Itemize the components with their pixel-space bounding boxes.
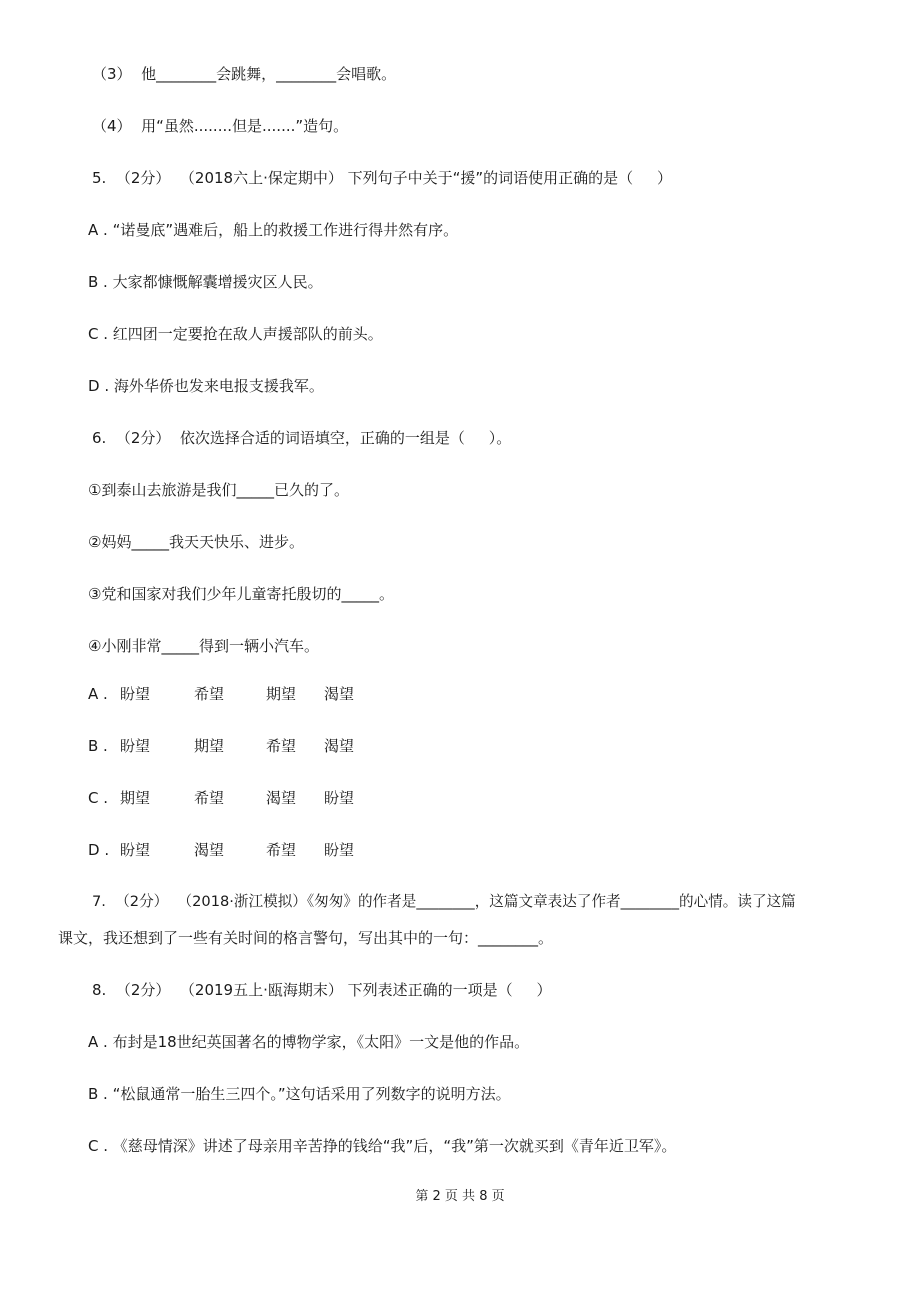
q6-option-b-word-4: 渴望 bbox=[324, 737, 355, 755]
q6-option-c-word-4: 盼望 bbox=[324, 789, 355, 807]
q5-option-b: B . 大家都慷慨解囊增援灾区人民。 bbox=[88, 273, 323, 291]
q7-line-1: 7. （2分） （2018·浙江模拟）《匆匆》的作者是________，这篇文章表达了作者________的心情。读了这篇 bbox=[92, 893, 796, 910]
q5-option-c: C . 红四团一定要抢在敌人声援部队的前头。 bbox=[88, 325, 383, 343]
q4-subitem-3: （3） 他________会跳舞，________会唱歌。 bbox=[92, 65, 397, 83]
q6-option-a-word-4: 渴望 bbox=[324, 685, 355, 703]
q5-option-d: D . 海外华侨也发来电报支援我军。 bbox=[88, 377, 324, 395]
q6-option-b-word-3: 希望 bbox=[266, 737, 297, 755]
q4-subitem-4: （4） 用“虽然........但是.......”造句。 bbox=[92, 117, 349, 135]
q6-option-c-word-2: 希望 bbox=[194, 789, 225, 807]
q8-option-c: C . 《慈母情深》讲述了母亲用辛苦挣的钱给“我”后，“我”第一次就买到《青年近卫军》。 bbox=[88, 1137, 677, 1155]
q6-option-a-word-1: 盼望 bbox=[120, 685, 151, 703]
q6-option-b-word-2: 期望 bbox=[194, 737, 225, 755]
q6-blank-4: ④小刚非常_____得到一辆小汽车。 bbox=[88, 637, 319, 655]
q6-option-a-word-3: 期望 bbox=[266, 685, 297, 703]
page-number: 第 2 页 共 8 页 bbox=[415, 1189, 505, 1204]
q8-option-a: A . 布封是18世纪英国著名的博物学家，《太阳》一文是他的作品。 bbox=[88, 1033, 530, 1051]
q6-blank-2: ②妈妈_____我天天快乐、进步。 bbox=[88, 533, 304, 551]
q6-blank-3: ③党和国家对我们少年儿童寄托殷切的_____。 bbox=[88, 585, 394, 603]
q6-option-b-word-1: 盼望 bbox=[120, 737, 151, 755]
q6-option-a-word-2: 希望 bbox=[194, 685, 225, 703]
q6-option-d-word-4: 盼望 bbox=[324, 841, 355, 859]
q5-stem: 5. （2分） （2018六上·保定期中） 下列句子中关于“援”的词语使用正确的是（ ） bbox=[92, 169, 673, 187]
q7-line-2: 课文，我还想到了一些有关时间的格言警句，写出其中的一句：________。 bbox=[58, 929, 554, 947]
q5-option-a: A . “诺曼底”遇难后，船上的救援工作进行得井然有序。 bbox=[88, 221, 459, 239]
q6-option-d-word-1: 盼望 bbox=[120, 841, 151, 859]
q8-option-b: B . “松鼠通常一胎生三四个。”这句话采用了列数字的说明方法。 bbox=[88, 1085, 511, 1103]
q6-option-b-letter: B . bbox=[88, 737, 108, 755]
q6-option-c-word-1: 期望 bbox=[120, 789, 151, 807]
q6-blank-1: ①到泰山去旅游是我们_____已久的了。 bbox=[88, 481, 349, 499]
q6-option-d-word-2: 渴望 bbox=[194, 841, 225, 859]
q6-option-c-letter: C . bbox=[88, 789, 109, 807]
q6-option-a-letter: A . bbox=[88, 685, 108, 703]
q6-option-d-word-3: 希望 bbox=[266, 841, 297, 859]
q6-option-c-word-3: 渴望 bbox=[266, 789, 297, 807]
q6-stem: 6. （2分） 依次选择合适的词语填空，正确的一组是（ ）。 bbox=[92, 429, 512, 447]
q8-stem: 8. （2分） （2019五上·瓯海期末） 下列表述正确的一项是（ ） bbox=[92, 981, 552, 999]
q6-option-d-letter: D . bbox=[88, 841, 110, 859]
